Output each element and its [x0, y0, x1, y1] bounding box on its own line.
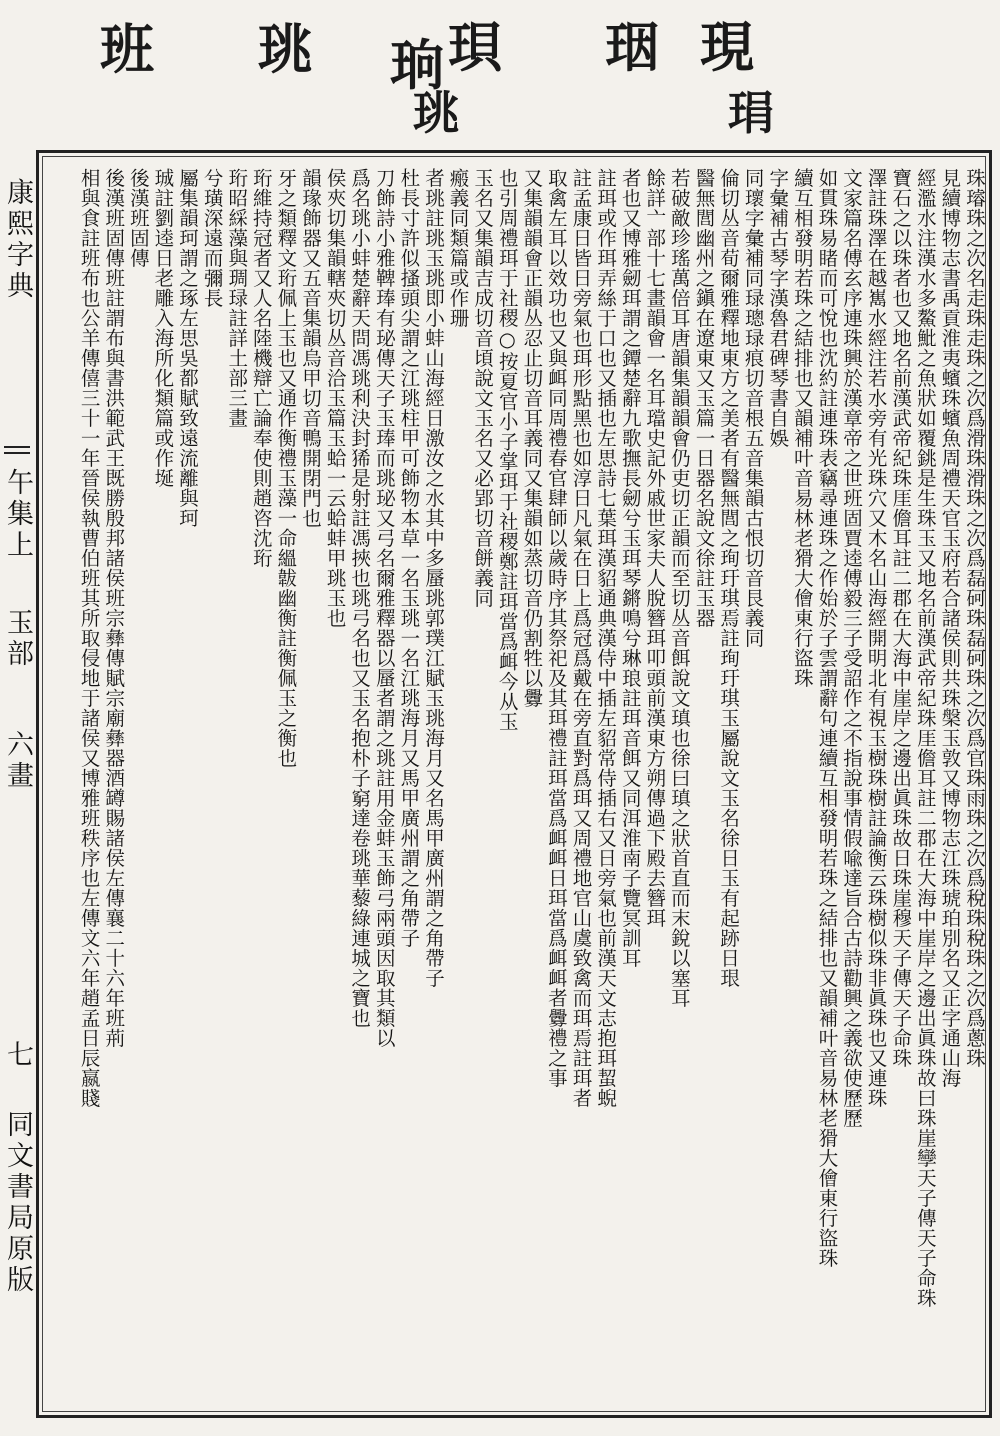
text-column: 杜長寸許似搔頭尖謂之江珧柱甲可飾物本草一名玉珧一名江珧海月又馬甲廣州謂之角帶子: [397, 168, 421, 948]
text-column: 餘詳亠部十七畫韻會一名耳璫史記外戚世家夫人脫簪珥叩頭前漢東方朔傳過下殿去簪珥: [643, 168, 667, 928]
text-column: 兮璜深遠而彌長: [200, 168, 224, 308]
seal-char: 珚: [605, 15, 659, 79]
text-column: 爲名珧小蚌楚辭天問馮珧利決封狶是射註馮挾也珧弓名也又玉名抱朴子窮達卷珧華藜綠連城之寶也: [348, 168, 372, 1028]
text-column: 字彙補古琴字漢魯君碑琴書自娛: [766, 168, 790, 448]
seal-char: 琄: [728, 86, 774, 140]
publisher-label: 同文書局原版: [2, 1110, 33, 1296]
page-number: 七: [2, 1040, 33, 1071]
seal-char: 珧: [258, 17, 312, 81]
text-column: 倫切丛音荀爾雅釋地東方之美者有醫無閭之珣玗琪焉註珣玗琪玉屬說文玉名徐日玉有起跡日珢: [717, 168, 741, 988]
text-column: 者也又博雅劒珥謂之鐔楚辭九歌撫長劒兮玉珥琴鏘鳴兮琳琅註珥音餌又同洱淮南子覽冥訓耳: [618, 168, 642, 968]
text-column: 後漢班固傳班註謂布與書洪範武王既勝殷邦諸侯班宗彝傳賦宗廟彝器酒罇賜諸侯左傳襄二十六年班荊: [102, 168, 126, 1048]
divider: [4, 452, 30, 454]
seal-char: 珦: [390, 33, 444, 97]
stroke-count-label: 六畫: [2, 730, 33, 792]
text-column: 相與食註班布也公羊傳僖三十一年晉侯執曹伯班其所取侵地于諸侯又博雅班秩序也左傳文六年趙孟日辰嬴賤: [77, 168, 101, 1108]
seal-char: 珼: [448, 15, 502, 79]
text-column: 珹註劉逵日老雕入海所化類篇或作埏: [151, 168, 175, 488]
text-column: 侯夾切集韻轄夾切丛音洽玉篇玉蛤一云蛤蚌甲珧玉也: [323, 168, 347, 628]
text-column: 寶石之以珠者也又地名前漢武帝紀珠厓儋耳註二郡在大海中崖岸之邊出眞珠故日珠崖穆天子傳天子命珠: [889, 168, 913, 1068]
text-column: 也引周禮珥于社稷○按夏官小子掌珥于社稷鄭註珥當爲衈今从玉: [495, 168, 519, 732]
text-column: 註珥或作珥弄絲于口也又插也左思詩七葉珥漢貂通典漢侍中插左貂常侍插右又日旁氣也前漢天文志抱珥蛪蜺: [594, 168, 618, 1108]
text-column: 珩昭綵藻與琱琭註詳土部三畫: [225, 168, 249, 428]
text-column: 經濫水注漢水多鰲魮之魚狀如覆銚是生珠玉又地名前漢武帝紀珠厓儋耳註二郡在大海中崖岸之邊出眞珠故曰珠崖孿天子傳天子命珠: [913, 168, 937, 1308]
text-column: 如貫珠易睹而可悅也沈約註連珠表竊尋連珠之作始於子雲謂辭句連續互相發明若珠之結排也又韻補叶音易林老猾大儈東行盜珠: [815, 168, 839, 1268]
text-column: 醫無閭幽州之鎭在遼東又玉篇一日器名說文徐註玉器: [692, 168, 716, 628]
text-column: 續互相發明若珠之結排也又韻補叶音易林老猾大儈東行盜珠: [790, 168, 814, 688]
book-title: 康熙字典: [2, 178, 33, 302]
text-column: 見續博物志書禹貢淮夷蠙珠蠙魚周禮天官玉府若合諸侯則共珠槃玉敦又博物志江珠琥珀別名又正字通山海: [938, 168, 962, 1088]
text-column: 牙之類釋文珩佩上玉也又通作衡禮玉藻一命縕韍幽衡註衡佩玉之衡也: [274, 168, 298, 768]
text-column: 文家篇名傅玄序連珠興於漢章帝之世班固賈逵傅毅三子受詔作之不指說事情假喩達旨合古詩勸興之義欲使歷歷: [840, 168, 864, 1128]
text-column: 取禽左耳以效功也又與衈同周禮春官肆師以歲時序其祭祀及其珥禮註珥當爲衈衈日珥當爲衈衈者釁禮之事: [544, 168, 568, 1088]
divider: [4, 446, 30, 448]
radical-label: 玉部: [2, 608, 33, 670]
text-column: 後漢班固傳: [126, 168, 150, 268]
text-column: 珠璿珠之次名走珠走珠之次爲滑珠滑珠之次爲磊砢珠磊砢珠之次爲官珠雨珠之次爲稅珠稅珠之次爲蔥珠: [963, 168, 986, 1068]
text-column: 同瓌字彙補同琭璁琭痕切音根五音集韻古恨切音艮義同: [741, 168, 765, 648]
text-column: 韻瑑飾器又五音集韻烏甲切音鴨開閉門也: [298, 168, 322, 528]
text-column: 珩維持冠者又人名陸機辯亡論奉使則趙咨沈珩: [249, 168, 273, 568]
seal-script-header: [0, 0, 1000, 150]
text-column: 玉名又集韻吉成切音頃說文玉名又必郢切音餅義同: [471, 168, 495, 608]
seal-char: 珧: [413, 86, 459, 140]
text-column: 若破敵珍瑤萬倍耳唐韻集韻韻會仍吏切正韻而至切丛音餌說文瑱也徐曰瑱之狀首直而末銳以塞耳: [667, 168, 691, 1008]
seal-char: 現: [700, 15, 754, 79]
text-column: 澤註珠澤在越嶲水經注若水旁有光珠穴又木名山海經開明北有視玉樹珠樹註論衡云珠樹似珠非眞珠也又連珠: [864, 168, 888, 1108]
text-column: 瘢義同類篇或作珊: [446, 168, 470, 328]
dictionary-body: [44, 168, 986, 1408]
section-label: 午集上: [2, 468, 33, 561]
seal-char: 班: [100, 17, 154, 81]
text-column: 屬集韻珂謂之琢左思吳都賦致遠流離與珂: [176, 168, 199, 528]
text-column: 刀飾詩小雅鞞琫有珌傳天子玉琫而珧珌又弓名爾雅釋器以蜃者謂之珧註用金蚌玉飾弓兩頭因取其類以: [372, 168, 396, 1048]
text-column: 者珧註珧玉珧即小蚌山海經日激汝之水其中多蜃珧郭璞江賦玉珧海月又名馬甲廣州謂之角帶子: [421, 168, 445, 988]
text-column: 註孟康日皆日旁氣也珥形點黑也如淳日凡氣在日上爲冠爲戴在旁直對爲珥又周禮地官山虞致禽而珥焉註珥者: [569, 168, 593, 1108]
text-column: 又集韻韻會正韻丛忍止切音耳義同又集韻如蒸切音仍割牲以釁: [520, 168, 544, 708]
side-margin: [0, 150, 34, 1418]
